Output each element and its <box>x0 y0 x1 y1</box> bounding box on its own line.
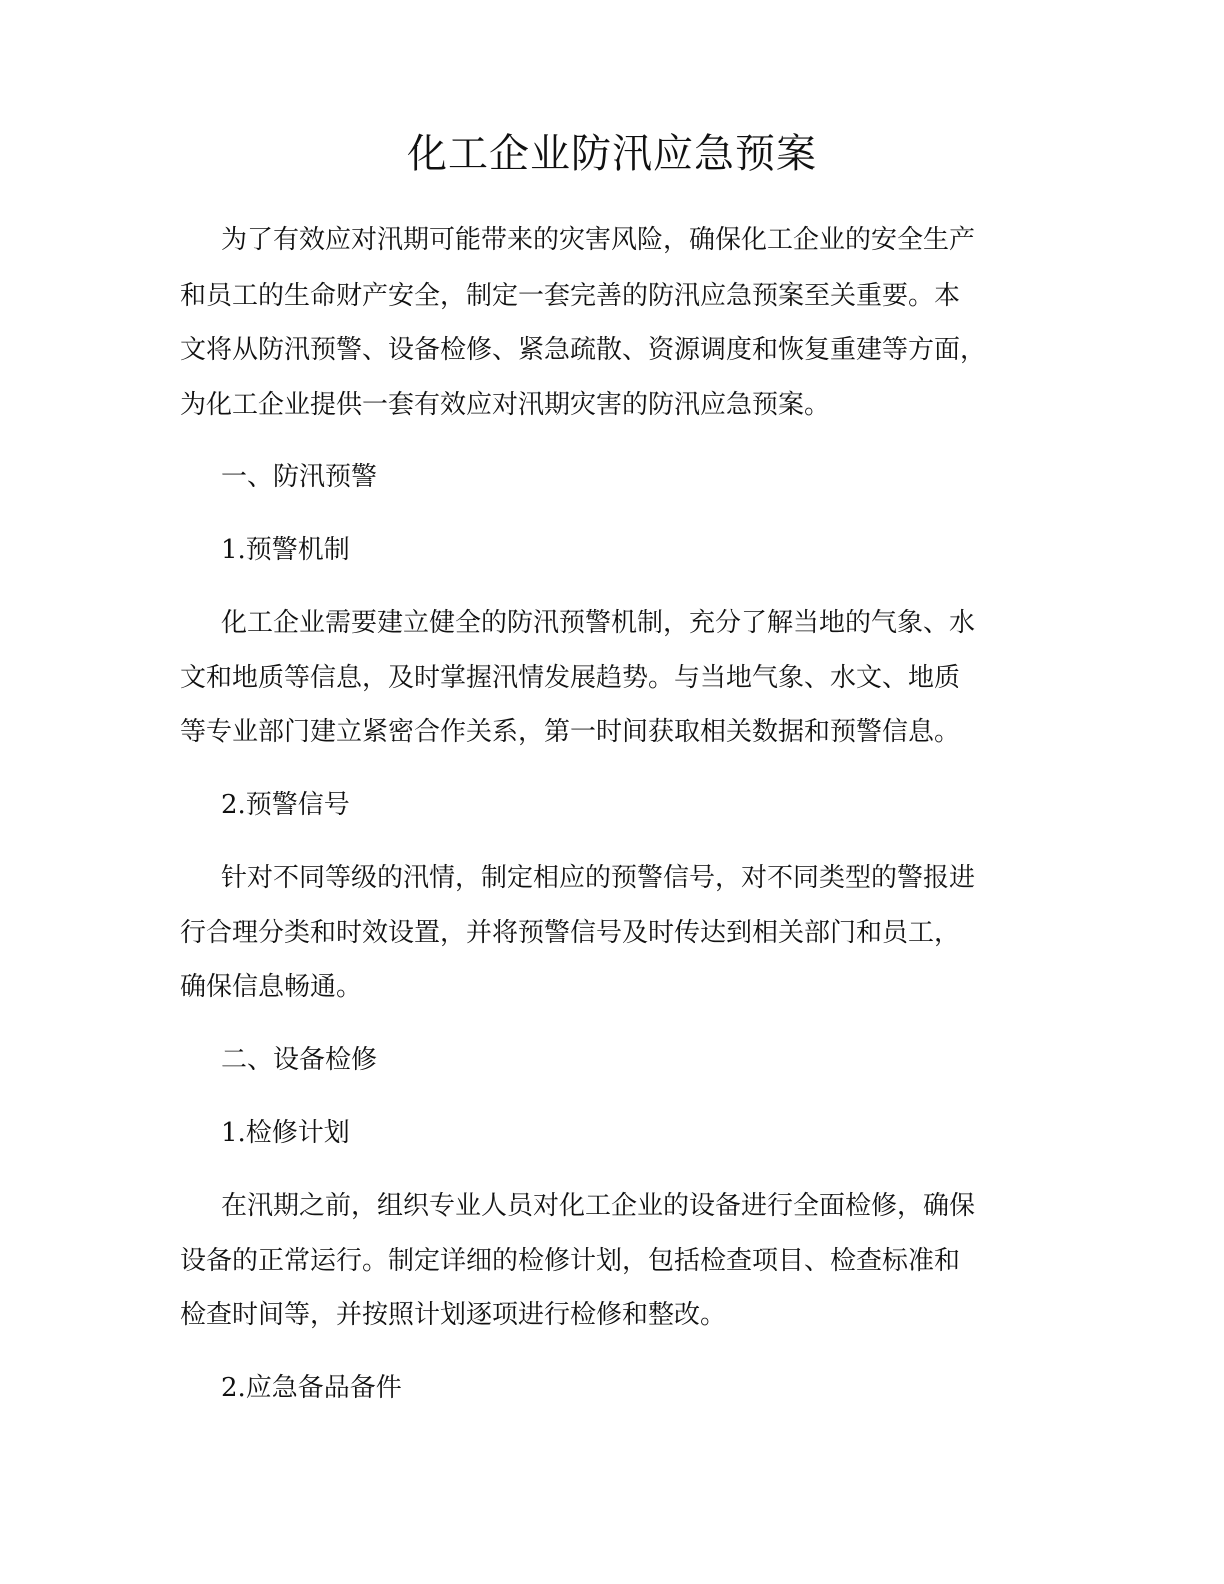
paragraph-line: 检查时间等，并按照计划逐项进行检修和整改。 <box>180 1300 727 1330</box>
paragraph-line: 设备的正常运行。制定详细的检修计划，包括检查项目、检查标准和 <box>180 1246 961 1276</box>
subsection-heading-1-1: 1.预警机制 <box>221 535 350 565</box>
paragraph-line: 文和地质等信息，及时掌握汛情发展趋势。与当地气象、水文、地质 <box>180 663 961 693</box>
paragraph-line: 确保信息畅通。 <box>180 972 363 1002</box>
intro-line-4: 为化工企业提供一套有效应对汛期灾害的防汛应急预案。 <box>180 390 831 420</box>
intro-line-3: 文将从防汛预警、设备检修、紧急疏散、资源调度和恢复重建等方面， <box>180 335 987 365</box>
intro-line-1: 为了有效应对汛期可能带来的灾害风险，确保化工企业的安全生产 <box>221 225 976 255</box>
paragraph-line: 化工企业需要建立健全的防汛预警机制，充分了解当地的气象、水 <box>221 608 976 638</box>
subsection-heading-1-2: 2.预警信号 <box>221 790 350 820</box>
section-heading-2: 二、设备检修 <box>221 1045 378 1075</box>
subsection-heading-2-1: 1.检修计划 <box>221 1118 350 1148</box>
paragraph-line: 等专业部门建立紧密合作关系，第一时间获取相关数据和预警信息。 <box>180 717 961 747</box>
paragraph-line: 针对不同等级的汛情，制定相应的预警信号，对不同类型的警报进 <box>221 863 976 893</box>
paragraph-line: 行合理分类和时效设置，并将预警信号及时传达到相关部门和员工， <box>180 918 961 948</box>
intro-line-2: 和员工的生命财产安全，制定一套完善的防汛应急预案至关重要。本 <box>180 281 961 311</box>
subsection-heading-2-2: 2.应急备品备件 <box>221 1373 402 1403</box>
document-title: 化工企业防汛应急预案 <box>407 131 817 177</box>
paragraph-line: 在汛期之前，组织专业人员对化工企业的设备进行全面检修，确保 <box>221 1191 976 1221</box>
section-heading-1: 一、防汛预警 <box>221 462 378 492</box>
